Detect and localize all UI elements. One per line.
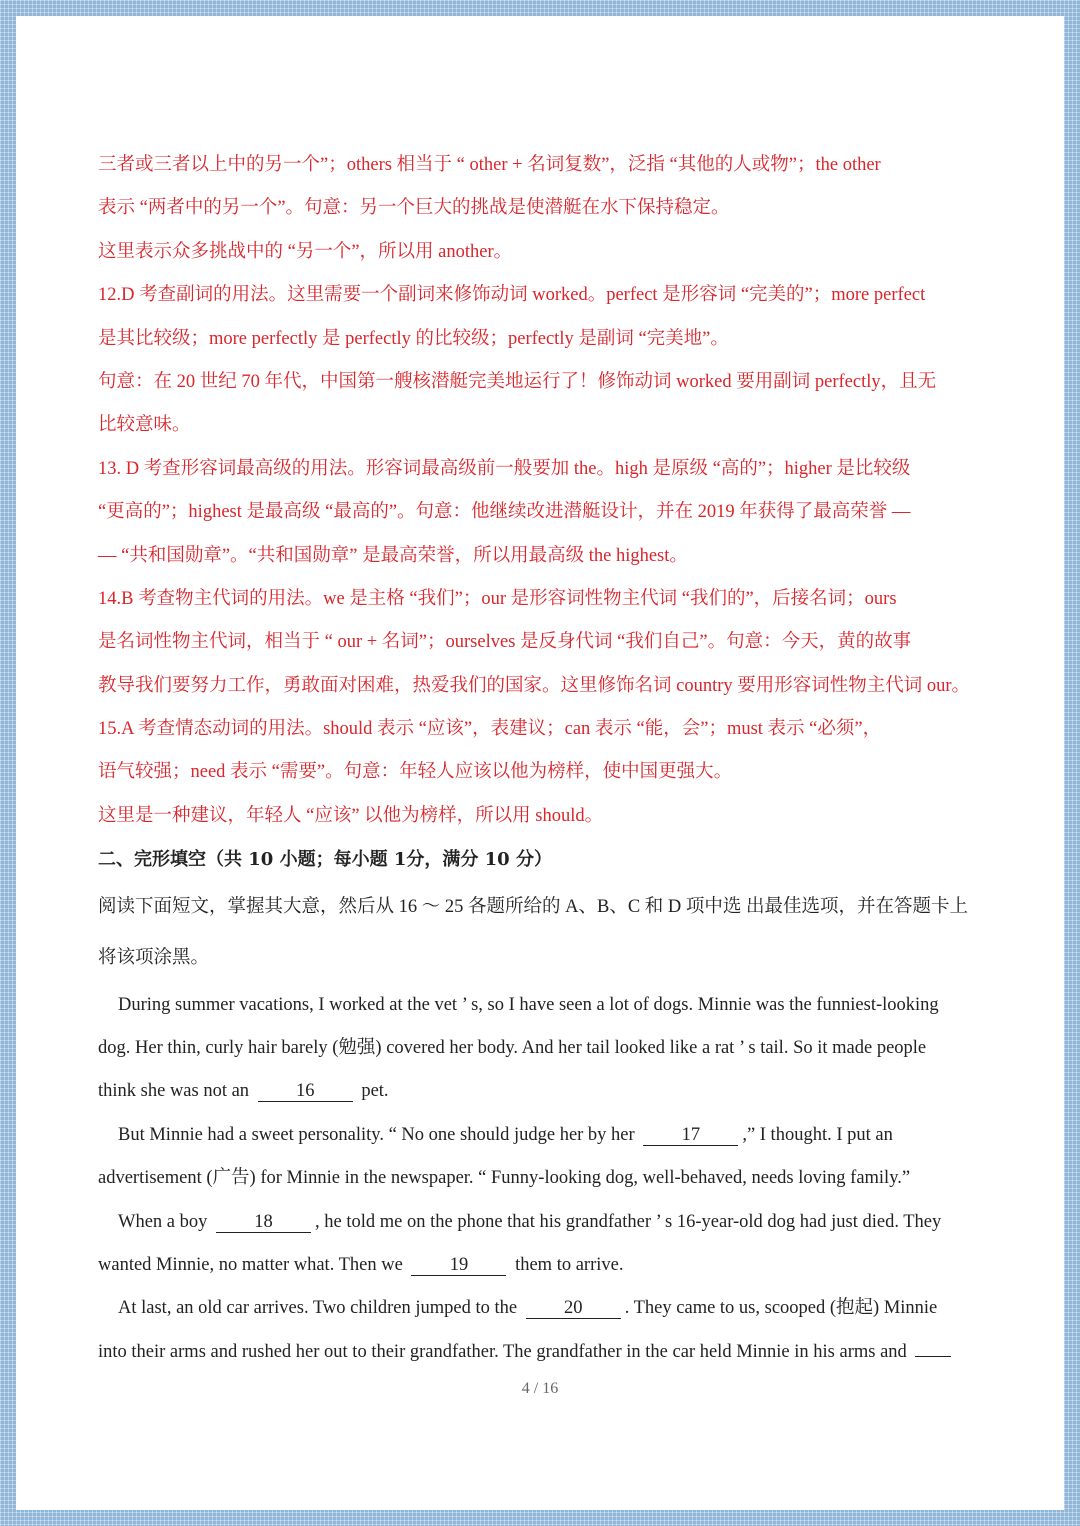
passage-line: advertisement (广告) for Minnie in the newspaper. “ Funny-looking dog, well-behaved, needs loving family.” bbox=[98, 1168, 911, 1189]
passage-text: , he told me on the phone that his grandfather ’ s 16-year-old dog had just died. They bbox=[315, 1211, 942, 1232]
explanation-line: 13. D 考查形容词最高级的用法。形容词最高级前一般要加 the。high 是原级 “高的”；higher 是比较级 bbox=[98, 458, 911, 479]
explanation-line: 这里是一种建议，年轻人 “应该” 以他为榜样，所以用 should。 bbox=[98, 805, 604, 826]
passage-line bbox=[98, 1331, 988, 1374]
document-page bbox=[16, 16, 1064, 1510]
passage-line: During summer vacations, I worked at the vet ’ s, so I have seen a lot of dogs. Minnie was the funniest-looking bbox=[118, 994, 939, 1015]
explanation-line: 语气较强；need 表示 “需要”。句意：年轻人应该以他为榜样，使中国更强大。 bbox=[98, 762, 733, 783]
explanation-line: — “共和国勋章”。“共和国勋章” 是最高荣誉，所以用最高级 the highest。 bbox=[98, 545, 688, 566]
passage-text: When a boy bbox=[118, 1211, 208, 1232]
passage-text: wanted Minnie, no matter what. Then we bbox=[98, 1254, 403, 1275]
explanation-line: 教导我们要努力工作，勇敢面对困难，热爱我们的国家。这里修饰名词 country 要用形容词性物主代词 our。 bbox=[98, 675, 971, 696]
explanation-line: 三者或三者以上中的另一个”；others 相当于 “ other + 名词复数”，泛指 “其他的人或物”；the other bbox=[98, 155, 881, 175]
passage-line bbox=[98, 1070, 988, 1113]
passage-line bbox=[98, 1201, 988, 1244]
explanation-line: 这里表示众多挑战中的 “另一个”，所以用 another。 bbox=[98, 241, 513, 262]
blank-17: 17 bbox=[643, 1125, 738, 1146]
passage-line: dog. Her thin, curly hair barely (勉强) covered her body. And her tail looked like a rat ’ s tail. So it made people bbox=[98, 1038, 927, 1059]
explanation-line: 14.B 考查物主代词的用法。we 是主格 “我们”；our 是形容词性物主代词 “我们的”，后接名词；ours bbox=[98, 588, 897, 609]
blank-20: 20 bbox=[526, 1298, 621, 1319]
explanation-line: “更高的”；highest 是最高级 “最高的”。句意：他继续改进潜艇设计，并在 2019 年获得了最高荣誉 — bbox=[98, 502, 911, 523]
passage-text: them to arrive. bbox=[515, 1254, 624, 1275]
explanation-line: 表示 “两者中的另一个”。句意：另一个巨大的挑战是使潜艇在水下保持稳定。 bbox=[98, 198, 730, 219]
passage-text: . They came to us, scooped (抱起) Minnie bbox=[624, 1298, 938, 1319]
section-instruction: 将该项涂黑。 bbox=[98, 947, 210, 968]
explanation-line: 比较意味。 bbox=[98, 415, 191, 436]
page-content bbox=[98, 144, 988, 1374]
explanation-line: 15.A 考查情态动词的用法。should 表示 “应该”，表建议；can 表示 “能，会”；must 表示 “必须”， bbox=[98, 719, 882, 740]
explanation-line: 12.D 考查副词的用法。这里需要一个副词来修饰动词 worked。perfect 是形容词 “完美的”；more perfect bbox=[98, 285, 926, 306]
passage-line bbox=[98, 1244, 988, 1287]
passage-text: pet. bbox=[361, 1081, 389, 1102]
passage-line bbox=[98, 1287, 988, 1330]
passage-line bbox=[98, 1114, 988, 1157]
page-number: 4 / 16 bbox=[521, 1380, 559, 1397]
blank-21 bbox=[915, 1356, 951, 1357]
passage-text: But Minnie had a sweet personality. “ No one should judge her by her bbox=[118, 1124, 635, 1145]
passage-text: think she was not an bbox=[98, 1081, 250, 1102]
explanation-line: 句意：在 20 世纪 70 年代，中国第一艘核潜艇完美地运行了！修饰动词 worked 要用副词 perfectly，且无 bbox=[98, 371, 937, 392]
passage-text: At last, an old car arrives. Two children jumped to the bbox=[118, 1298, 518, 1319]
explanation-line: 是名词性物主代词，相当于 “ our + 名词”；ourselves 是反身代词 “我们自己”。句意：今天，黄的故事 bbox=[98, 632, 912, 653]
blank-16: 16 bbox=[258, 1081, 353, 1102]
blank-18: 18 bbox=[216, 1212, 311, 1233]
passage-text: ,” I thought. I put an bbox=[742, 1124, 893, 1145]
blank-19: 19 bbox=[411, 1255, 506, 1276]
section-instruction: 阅读下面短文，掌握其大意，然后从 16 ～ 25 各题所给的 A、B、C 和 D 项中选 出最佳选项，并在答题卡上 bbox=[98, 896, 969, 917]
section-heading: 二、完形填空（共 10 小题；每小题 1分，满分 10 分） bbox=[98, 849, 552, 871]
passage-text: into their arms and rushed her out to their grandfather. The grandfather in the car held Minnie in his arms and bbox=[98, 1341, 907, 1362]
explanation-line: 是其比较级；more perfectly 是 perfectly 的比较级；perfectly 是副词 “完美地”。 bbox=[98, 328, 729, 349]
